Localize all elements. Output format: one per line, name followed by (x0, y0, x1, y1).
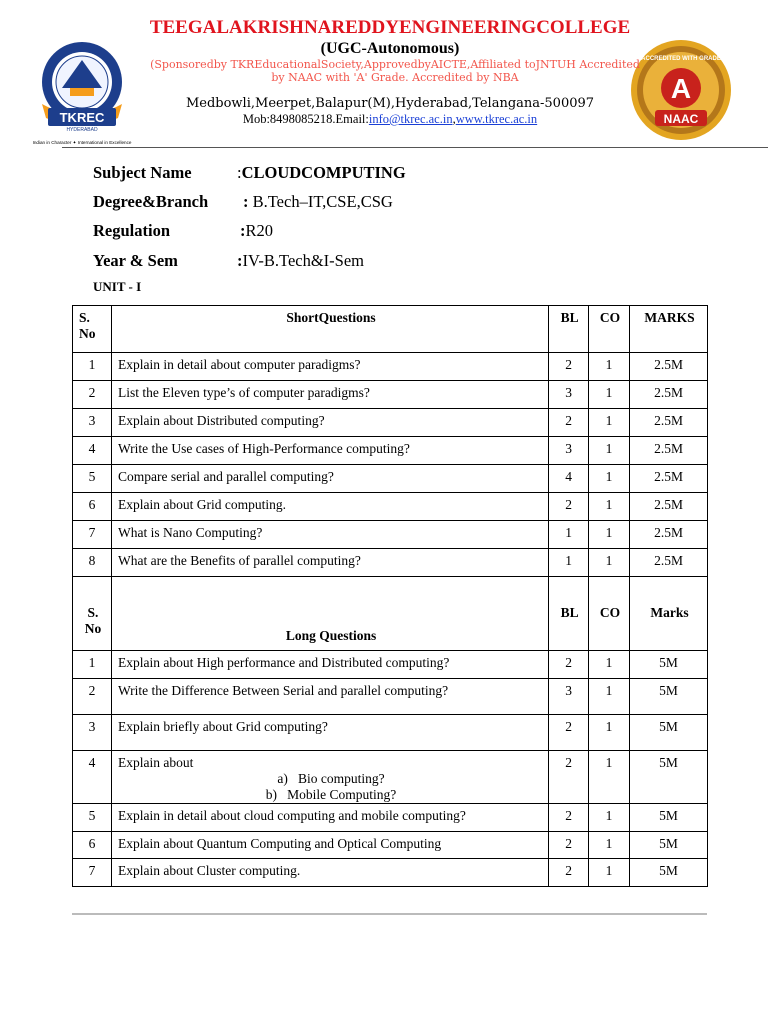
question-number: 7 (73, 521, 112, 549)
course-outcome: 1 (589, 804, 630, 832)
regulation-label: Regulation (93, 221, 171, 240)
course-outcome: 1 (589, 353, 630, 381)
question-cell (111, 651, 548, 679)
question-text: Explain about Quantum Computing and Optical Computing (117, 836, 442, 851)
bloom-level: 2 (549, 804, 589, 832)
autonomous-status: (UGC-Autonomous) (320, 40, 460, 57)
short-question-header: ShortQuestions (111, 306, 548, 353)
question-text: What are the Benefits of parallel computing? (111, 549, 548, 577)
question-text: Explain about Grid computing. (111, 493, 548, 521)
long-marks-header: Marks (630, 577, 708, 651)
bloom-level: 2 (549, 651, 589, 679)
short-question-row (73, 549, 708, 577)
year-value (237, 251, 364, 271)
question-number: 2 (73, 679, 112, 715)
question-marks: 2.5M (630, 409, 708, 437)
short-question-row (73, 521, 708, 549)
question-cell (111, 751, 548, 804)
bloom-level: 2 (549, 715, 589, 751)
short-question-row (73, 381, 708, 409)
college-name: TEEGALAKRISHNAREDDYENGINEERINGCOLLEGE (149, 17, 631, 38)
question-cell (111, 679, 548, 715)
question-text: Explain about Cluster computing. (117, 863, 301, 878)
subject-colon: : (237, 163, 242, 182)
bloom-level: 2 (549, 353, 589, 381)
seal-arc-text: ACCREDITED WITH GRADE (641, 56, 721, 62)
bloom-level: 2 (549, 751, 589, 804)
long-question-header: Long Questions (111, 577, 548, 651)
long-sno-header: S. No (73, 577, 112, 651)
subject-value (237, 163, 406, 183)
long-question-row (73, 832, 708, 859)
question-text: Write the Difference Between Serial and parallel computing? (117, 683, 449, 698)
question-marks: 2.5M (630, 465, 708, 493)
email-link[interactable]: info@tkrec.ac.in (368, 112, 453, 126)
question-marks: 5M (630, 751, 708, 804)
degree-colon: : (243, 192, 249, 211)
question-marks: 5M (630, 859, 708, 887)
course-outcome: 1 (589, 493, 630, 521)
short-question-row (73, 353, 708, 381)
course-outcome: 1 (589, 437, 630, 465)
question-number: 5 (73, 465, 112, 493)
question-number: 3 (73, 715, 112, 751)
question-text: Explain in detail about computer paradigms? (111, 353, 548, 381)
question-cell (111, 832, 548, 859)
question-text: Explain about (117, 755, 194, 770)
long-question-row (73, 804, 708, 832)
degree-branch: B.Tech–IT,CSE,CSG (248, 192, 393, 211)
question-text: Explain about High performance and Distributed computing? (117, 655, 450, 670)
question-marks: 2.5M (630, 437, 708, 465)
contact-comma: , (452, 112, 456, 126)
short-question-row (73, 437, 708, 465)
question-number: 3 (73, 409, 112, 437)
short-co-header: CO (589, 306, 630, 353)
subject-name: CLOUDCOMPUTING (241, 163, 406, 182)
website-link[interactable]: www.tkrec.ac.in (455, 112, 538, 126)
question-marks: 2.5M (630, 549, 708, 577)
course-outcome: 1 (589, 715, 630, 751)
long-question-row (73, 679, 708, 715)
long-co-header: CO (589, 577, 630, 651)
regulation-text: R20 (245, 221, 274, 240)
question-number: 6 (73, 832, 112, 859)
question-number: 2 (73, 381, 112, 409)
question-text: Explain briefly about Grid computing? (117, 719, 328, 734)
question-text: List the Eleven type’s of computer paradigms? (111, 381, 548, 409)
question-cell (111, 804, 548, 832)
logo-subtext: HYDERABAD (66, 127, 98, 133)
short-question-row (73, 493, 708, 521)
subject-label: Subject Name (93, 163, 192, 182)
question-number: 1 (73, 353, 112, 381)
sponsor-text (140, 58, 650, 84)
course-outcome: 1 (589, 679, 630, 715)
sponsor-line-1: (Sponsoredby TKREducationalSociety,ApprovedbyAICTE,Affiliated toJNTUH Accredited (150, 58, 640, 71)
logo-text: TKREC (59, 110, 105, 125)
question-cell (111, 859, 548, 887)
question-table (72, 305, 708, 887)
short-header-row (73, 306, 708, 353)
regulation-value (240, 221, 273, 241)
year-text: IV-B.Tech&I-Sem (242, 251, 365, 270)
question-marks: 5M (630, 832, 708, 859)
bloom-level: 2 (549, 859, 589, 887)
college-address: Medbowli,Meerpet,Balapur(M),Hyderabad,Telangana-500097 (185, 96, 595, 111)
long-bl-header: BL (549, 577, 589, 651)
long-question-row (73, 651, 708, 679)
sub-question: b) Mobile Computing? (265, 787, 397, 802)
bloom-level: 4 (549, 465, 589, 493)
long-question-row (73, 859, 708, 887)
degree-value (243, 192, 393, 212)
bloom-level: 3 (549, 381, 589, 409)
short-bl-header: BL (549, 306, 589, 353)
course-outcome: 1 (589, 651, 630, 679)
question-number: 1 (73, 651, 112, 679)
year-label: Year & Sem (93, 251, 178, 270)
course-outcome: 1 (589, 465, 630, 493)
long-header-row (73, 577, 708, 651)
sub-question: a) Bio computing? (277, 771, 385, 786)
question-marks: 2.5M (630, 353, 708, 381)
long-question-row (73, 715, 708, 751)
question-marks: 5M (630, 804, 708, 832)
contact-line (150, 112, 630, 127)
regulation-colon: : (240, 221, 246, 240)
year-colon: : (237, 251, 243, 270)
bloom-level: 2 (549, 409, 589, 437)
bloom-level: 3 (549, 437, 589, 465)
course-outcome: 1 (589, 549, 630, 577)
question-text: Compare serial and parallel computing? (111, 465, 548, 493)
question-text: Explain about Distributed computing? (111, 409, 548, 437)
course-outcome: 1 (589, 521, 630, 549)
short-question-row (73, 465, 708, 493)
course-outcome: 1 (589, 832, 630, 859)
logo-tagline: Indian in Character ✦ International in Excellence (32, 140, 132, 145)
course-outcome: 1 (589, 409, 630, 437)
question-marks: 5M (630, 715, 708, 751)
question-marks: 2.5M (630, 521, 708, 549)
short-marks-header: MARKS (630, 306, 708, 353)
degree-label: Degree&Branch (93, 192, 209, 211)
question-number: 7 (73, 859, 112, 887)
question-marks: 5M (630, 679, 708, 715)
question-number: 4 (73, 437, 112, 465)
bloom-level: 3 (549, 679, 589, 715)
bloom-level: 1 (549, 521, 589, 549)
question-number: 6 (73, 493, 112, 521)
question-marks: 5M (630, 651, 708, 679)
mobile-text: Mob:8498085218.Email: (242, 112, 369, 126)
question-marks: 2.5M (630, 381, 708, 409)
course-outcome: 1 (589, 751, 630, 804)
question-number: 4 (73, 751, 112, 804)
short-sno-header: S. No (73, 306, 112, 353)
bloom-level: 1 (549, 549, 589, 577)
question-text: What is Nano Computing? (111, 521, 548, 549)
bloom-level: 2 (549, 832, 589, 859)
long-question-row (73, 751, 708, 804)
seal-name: NAAC (663, 112, 699, 126)
question-text: Write the Use cases of High-Performance computing? (111, 437, 548, 465)
course-outcome: 1 (589, 859, 630, 887)
question-marks: 2.5M (630, 493, 708, 521)
course-outcome: 1 (589, 381, 630, 409)
question-number: 8 (73, 549, 112, 577)
unit-label: UNIT - I (93, 279, 142, 294)
question-cell (111, 715, 548, 751)
question-number: 5 (73, 804, 112, 832)
footer-divider (72, 913, 707, 915)
header-divider (62, 147, 768, 148)
short-question-row (73, 409, 708, 437)
seal-grade: A (670, 73, 692, 104)
bloom-level: 2 (549, 493, 589, 521)
question-text: Explain in detail about cloud computing and mobile computing? (117, 808, 466, 823)
sponsor-line-2: by NAAC with 'A' Grade. Accredited by NBA (271, 71, 519, 84)
